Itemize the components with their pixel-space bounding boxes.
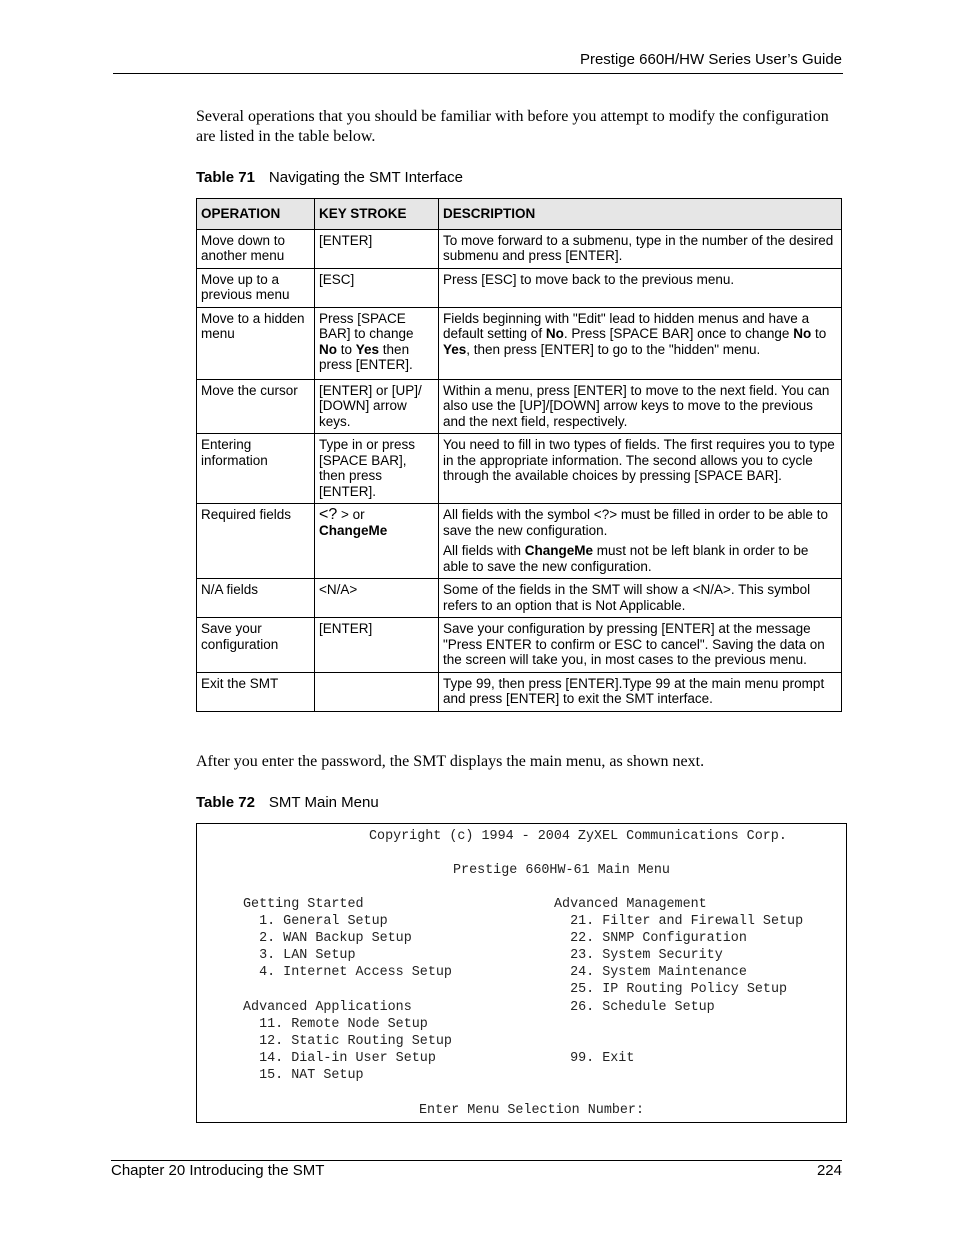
menu-left-line: 14. Dial-in User Setup (243, 1051, 436, 1066)
page-number: 224 (816, 1162, 842, 1179)
description-cell: Type 99, then press [ENTER].Type 99 at the main menu prompt and press [ENTER] to exit the SMT interface. (439, 672, 842, 711)
operation-cell: Save your configuration (197, 618, 315, 673)
key-stroke-cell: Type in or press [SPACE BAR], then press [ENTER]. (315, 434, 439, 504)
operation-cell: Exit the SMT (197, 672, 315, 711)
operation-cell: N/A fields (197, 579, 315, 618)
description-cell: To move forward to a submenu, type in the number of the desired submenu and press [ENTER]. (439, 229, 842, 268)
description-cell: Fields beginning with "Edit" lead to hidden menus and have a default setting of No. Press [SPACE BAR] once to change No to Yes, then press [ENTER] to go to the "hidden" menu. (439, 307, 842, 379)
table-header-row (197, 199, 842, 230)
table-row (197, 268, 842, 307)
menu-left-line: Getting Started (243, 897, 364, 912)
table-72-title: SMT Main Menu (268, 794, 379, 811)
running-header: Prestige 660H/HW Series User’s Guide (579, 51, 842, 68)
menu-right-line: 22. SNMP Configuration (554, 931, 747, 946)
description-cell: You need to fill in two types of fields. The first requires you to type in the appropriate information. The second allows you to cycle through the available choices by pressing [SPACE BAR]. (439, 434, 842, 504)
column-header-key-stroke: KEY STROKE (315, 199, 439, 230)
menu-right-line: 25. IP Routing Policy Setup (554, 982, 788, 997)
operation-cell: Entering information (197, 434, 315, 504)
description-cell: All fields with the symbol <?> must be filled in order to be able to save the new configuration. All fields with ChangeMe must not be left blank in order to be able to save the new configuration. (439, 504, 842, 579)
description-cell: Save your configuration by pressing [ENTER] at the message "Press ENTER to confirm or ESC to cancel". Saving the data on the screen will take you, in most cases to the previous menu. (439, 618, 842, 673)
key-stroke-cell: [ENTER] (315, 229, 439, 268)
navigation-table (196, 198, 842, 712)
column-header-operation: OPERATION (197, 199, 315, 230)
table-71-title: Navigating the SMT Interface (268, 169, 463, 186)
menu-left-line: Advanced Applications (243, 1000, 412, 1015)
operation-cell: Move to a hidden menu (197, 307, 315, 379)
menu-right-line: 26. Schedule Setup (554, 1000, 715, 1015)
table-row (197, 434, 842, 504)
table-row (197, 504, 842, 579)
operation-cell: Move the cursor (197, 379, 315, 434)
menu-right-line: Advanced Management (554, 897, 707, 912)
table-row (197, 379, 842, 434)
menu-title: Prestige 660HW-61 Main Menu (453, 863, 670, 878)
table-row (197, 229, 842, 268)
menu-left-line: 4. Internet Access Setup (243, 965, 452, 980)
after-paragraph: After you enter the password, the SMT displays the main menu, as shown next. (196, 753, 705, 770)
menu-right-line: 24. System Maintenance (554, 965, 747, 980)
table-72-caption (196, 794, 379, 811)
operation-cell: Move down to another menu (197, 229, 315, 268)
intro-paragraph: Several operations that you should be familiar with before you attempt to modify the configuration are listed in the table below. (196, 108, 829, 145)
key-stroke-cell: [ENTER] (315, 618, 439, 673)
description-cell: Some of the fields in the SMT will show a <N/A>. This symbol refers to an option that is Not Applicable. (439, 579, 842, 618)
operation-cell: Required fields (197, 504, 315, 579)
footer-chapter: Chapter 20 Introducing the SMT (111, 1162, 325, 1179)
key-stroke-cell: <N/A> (315, 579, 439, 618)
key-stroke-cell: [ENTER] or [UP]/ [DOWN] arrow keys. (315, 379, 439, 434)
key-stroke-cell: Press [SPACE BAR] to change No to Yes then press [ENTER]. (315, 307, 439, 379)
menu-left-line: 11. Remote Node Setup (243, 1017, 428, 1032)
description-cell: Within a menu, press [ENTER] to move to the next field. You can also use the [UP]/[DOWN] arrow keys to move to the previous and the next field, respectively. (439, 379, 842, 434)
menu-copyright: Copyright (c) 1994 - 2004 ZyXEL Communications Corp. (369, 829, 787, 844)
menu-left-line: 12. Static Routing Setup (243, 1034, 452, 1049)
table-row (197, 307, 842, 379)
table-72-label: Table 72 (196, 794, 255, 811)
smt-main-menu-screen (196, 823, 847, 1123)
menu-left-line: 3. LAN Setup (243, 948, 356, 963)
key-stroke-cell: [ESC] (315, 268, 439, 307)
menu-selection-prompt: Enter Menu Selection Number: (419, 1103, 644, 1118)
table-row (197, 618, 842, 673)
key-stroke-cell: <? > or ChangeMe (315, 504, 439, 579)
menu-right-line: 21. Filter and Firewall Setup (554, 914, 804, 929)
table-row (197, 579, 842, 618)
table-71-caption (196, 169, 463, 186)
table-row (197, 672, 842, 711)
column-header-description: DESCRIPTION (439, 199, 842, 230)
key-stroke-cell (315, 672, 439, 711)
menu-right-line: 99. Exit (554, 1051, 635, 1066)
menu-left-line: 15. NAT Setup (243, 1068, 364, 1083)
menu-left-line: 1. General Setup (243, 914, 388, 929)
table-71-label: Table 71 (196, 169, 255, 186)
header-rule (113, 73, 843, 74)
footer-rule (111, 1160, 842, 1161)
menu-left-line: 2. WAN Backup Setup (243, 931, 412, 946)
description-cell: Press [ESC] to move back to the previous menu. (439, 268, 842, 307)
menu-right-line: 23. System Security (554, 948, 723, 963)
operation-cell: Move up to a previous menu (197, 268, 315, 307)
